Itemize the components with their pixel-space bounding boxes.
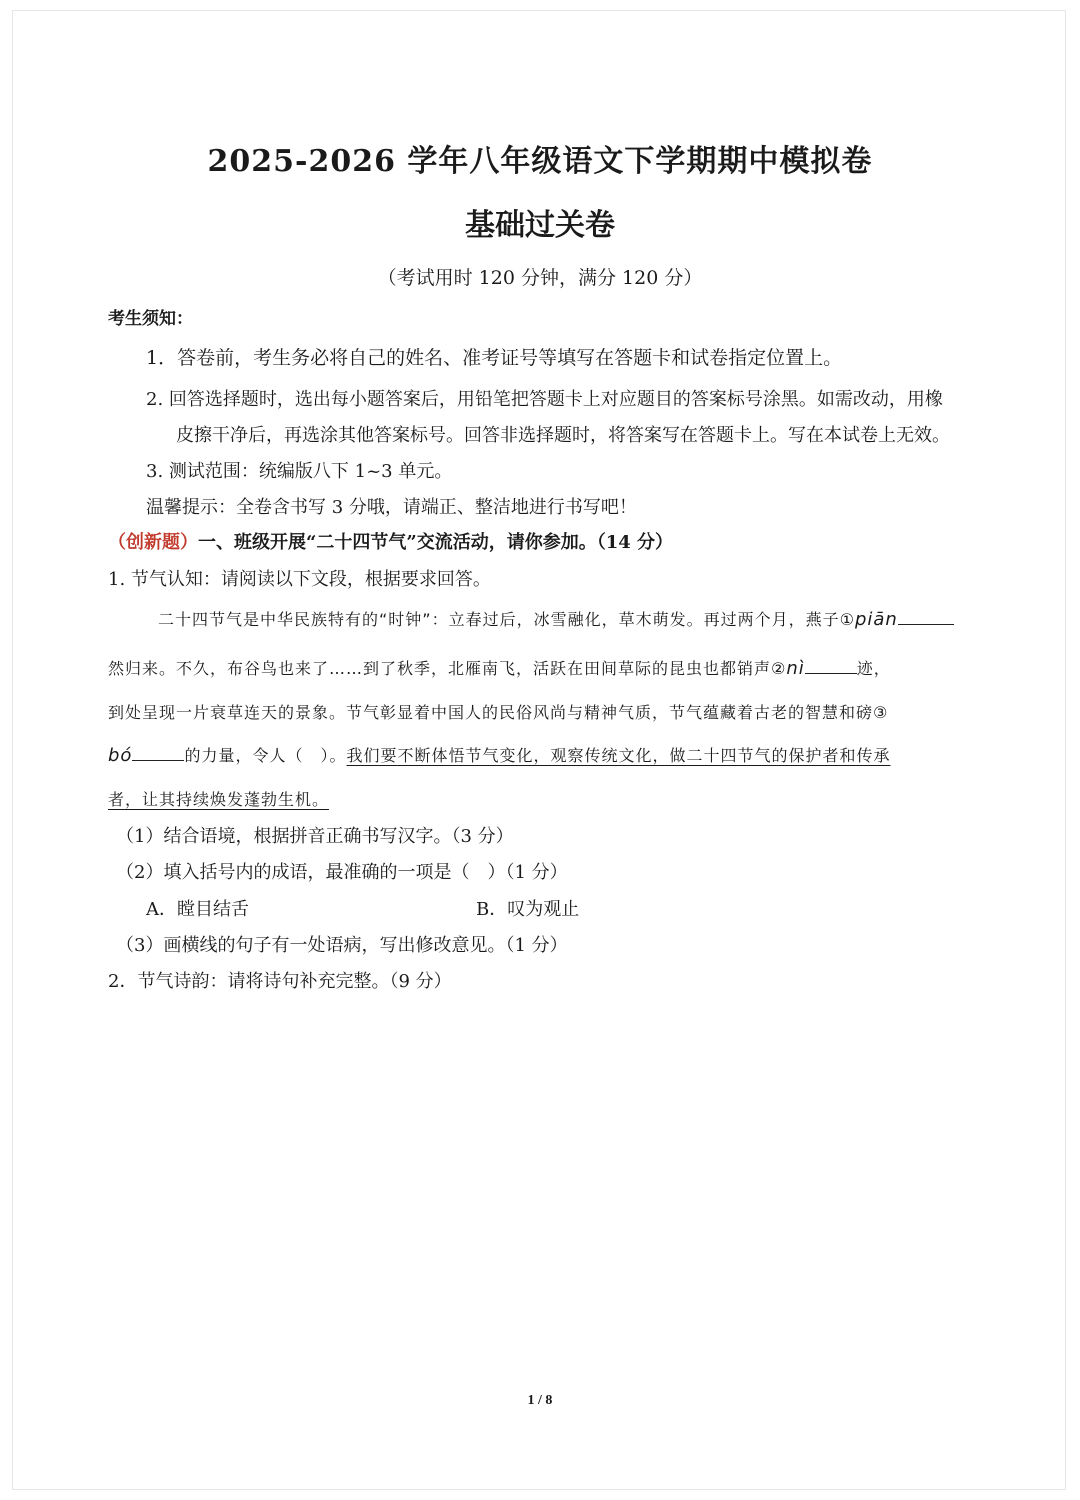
passage-text: 二十四节气是中华民族特有的“时钟”：立春过后，冰雪融化，草木萌发。再过两个月，燕子① [158, 610, 855, 629]
exam-info: （考试用时 120 分钟，满分 120 分） [377, 267, 703, 289]
notice-item-3: 3. 测试范围：统编版八下 1~3 单元。 [146, 461, 453, 482]
passage-text: 到处呈现一片衰草连天的景象。节气彰显着中国人的民俗风尚与精神气质，节气蕴藏着古老的智慧和磅③ [108, 703, 889, 722]
notice-item-2-line-2: 皮擦干净后，再选涂其他答案标号。回答非选择题时，将答案写在答题卡上。写在本试卷上无效。 [176, 425, 950, 446]
page-number: 1 / 8 [527, 1393, 553, 1408]
pinyin-2: nì [786, 658, 805, 679]
passage-text: 迹， [856, 659, 891, 678]
notice-heading: 考生须知： [108, 309, 193, 329]
sub-question-1: （1）结合语境，根据拼音正确书写汉字。（3 分） [116, 826, 514, 847]
sub-question-2: （2）填入括号内的成语，最准确的一项是（ ）（1 分） [116, 862, 568, 883]
underlined-sentence: 者，让其持续焕发蓬勃生机。 [108, 790, 330, 809]
notice-item-2-line-1: 2. 回答选择题时，选出每小题答案后，用铅笔把答题卡上对应题目的答案标号涂黑。如需改动，用橡 [146, 389, 943, 410]
answer-blank-3[interactable] [132, 742, 184, 761]
underlined-sentence: 我们要不断体悟节气变化，观察传统文化，做二十四节气的保护者和传承 [346, 746, 891, 765]
section-1-heading [108, 528, 673, 554]
passage-line-2 [108, 655, 891, 679]
sub-question-3: （3）画横线的句子有一处语病，写出修改意见。（1 分） [116, 935, 568, 956]
section-tag: （创新题） [108, 532, 198, 553]
passage-line-4 [108, 742, 890, 766]
question-1-label: 1. 节气认知：请阅读以下文段，根据要求回答。 [108, 569, 491, 590]
pinyin-3: bó [108, 745, 133, 766]
passage-text: 然归来。不久，布谷鸟也来了……到了秋季，北雁南飞，活跃在田间草际的昆虫也都销声② [108, 659, 787, 678]
passage-line-5 [108, 787, 329, 810]
pinyin-1: piān [854, 609, 898, 630]
exam-subtitle: 基础过关卷 [465, 208, 615, 243]
passage-line-3 [108, 700, 888, 723]
answer-blank-1[interactable] [898, 606, 954, 625]
option-a[interactable]: A．瞠目结舌 [146, 899, 249, 920]
answer-blank-2[interactable] [805, 655, 857, 674]
exam-title: 2025-2026 学年八年级语文下学期期中模拟卷 [207, 144, 873, 179]
section-title: 一、班级开展“二十四节气”交流活动，请你参加。（14 分） [198, 532, 674, 553]
passage-text: 的力量，令人（ ）。 [184, 746, 347, 765]
passage-line-1 [158, 606, 954, 630]
question-2-label: 2．节气诗韵：请将诗句补充完整。（9 分） [108, 971, 452, 992]
notice-tip: 温馨提示：全卷含书写 3 分哦，请端正、整洁地进行书写吧！ [146, 497, 637, 518]
notice-item-1: 1．答卷前，考生务必将自己的姓名、准考证号等填写在答题卡和试卷指定位置上。 [146, 347, 843, 369]
option-b[interactable]: B．叹为观止 [476, 899, 580, 920]
